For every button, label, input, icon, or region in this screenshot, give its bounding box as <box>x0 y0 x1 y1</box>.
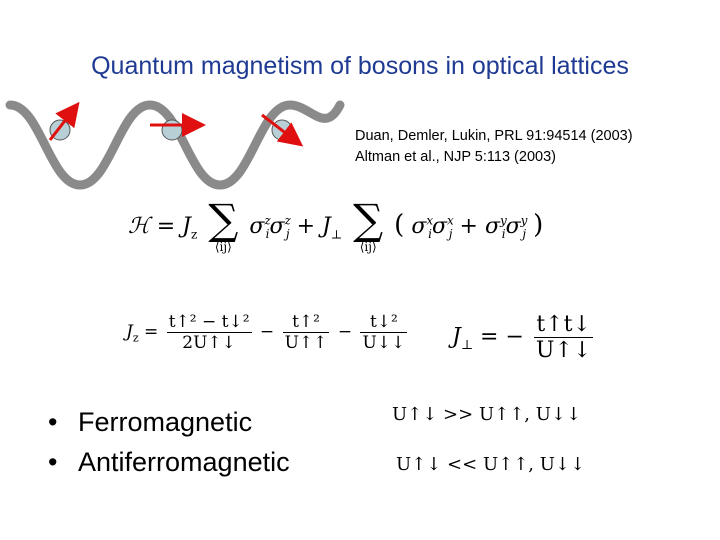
sum-symbol-2: ∑ ⟨ij⟩ <box>353 195 384 254</box>
reference-1: Duan, Demler, Lukin, PRL 91:94514 (2003) <box>355 128 633 144</box>
jz-equation: $J_z$ = $\frac{\text{t↑² − t↓²}}{2U↑↓}$ − $\frac{\text{t↑²}}{U↑↑}$ − $\frac{\text{t↓²}}{U↓↓}$ <box>126 312 406 353</box>
slide-title: Quantum magnetism of bosons in optical lattices <box>91 52 629 80</box>
jz-subscript: z <box>191 227 198 242</box>
jz-fraction-2: $\frac{\text{t↑²}}{U↑↑}$ <box>284 312 328 353</box>
jz-fraction-1: $\frac{\text{t↑² − t↓²}}{2U↑↓}$ <box>168 312 250 353</box>
bullet-ferromagnetic: • Ferromagnetic <box>48 407 253 437</box>
hamiltonian-equation: ℋ = $J_z$ ∑ ⟨ij⟩ $\sigma^z_i\sigma^z_j + J_\perp$ ∑ ⟨ij⟩ ( $\sigma^x_i\sigma^x_j + \sigma^y_i\sigma^y_j$ ) <box>128 195 544 254</box>
condition-antiferromagnetic: U↑↓ << U↑↑, U↓↓ <box>396 454 586 475</box>
reference-2: Altman et al., NJP 5:113 (2003) <box>355 149 556 165</box>
condition-ferromagnetic: U↑↓ >> U↑↑, U↓↓ <box>392 404 582 425</box>
jperp-subscript: ⊥ <box>330 227 343 242</box>
lattice-potential-wave <box>10 105 340 185</box>
bullet-antiferromagnetic: • Antiferromagnetic <box>48 447 290 477</box>
bullet-list <box>48 402 290 482</box>
optical-lattice-diagram <box>0 95 350 195</box>
sum-symbol-1: ∑ ⟨ij⟩ <box>208 195 239 254</box>
jperp-equation: $J_\perp$ = − $\frac{t↑t↓}{U↑↓}$ <box>452 312 592 363</box>
atom-2 <box>162 120 182 140</box>
references <box>355 126 633 168</box>
jz-fraction-3: $\frac{\text{t↓²}}{U↓↓}$ <box>362 312 406 353</box>
jperp-fraction: $\frac{t↑t↓}{U↑↓}$ <box>535 312 592 363</box>
